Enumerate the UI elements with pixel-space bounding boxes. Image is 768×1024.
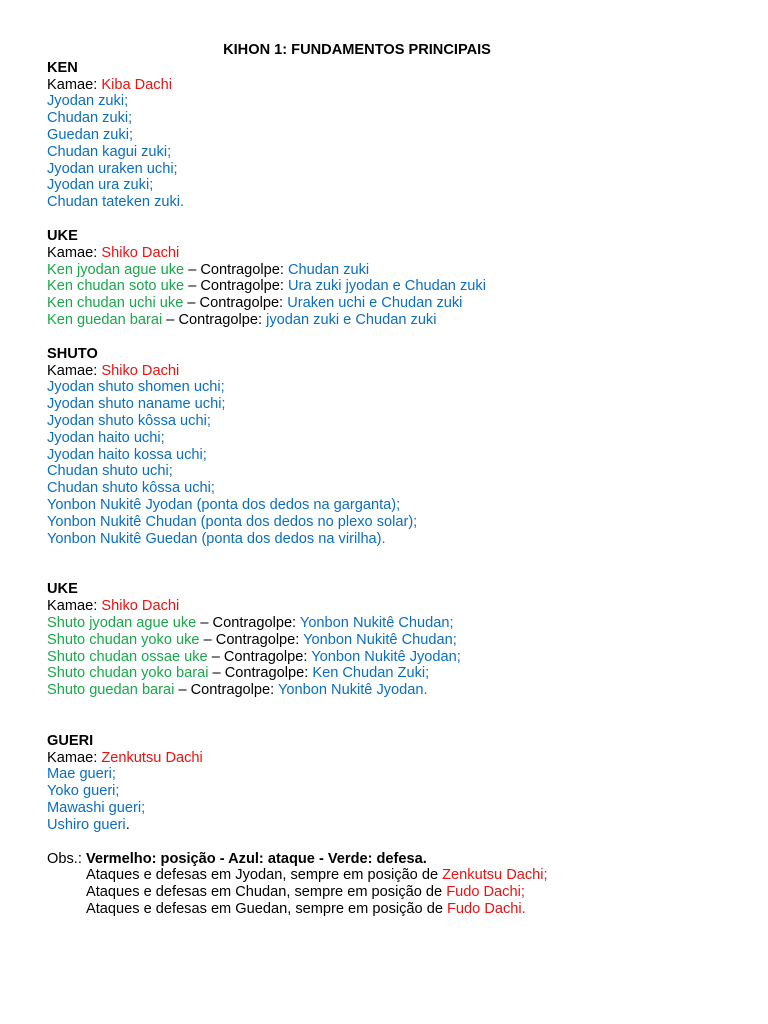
counter-attack: Ura zuki jyodan e Chudan zuki: [288, 278, 486, 295]
section-heading: GUERI: [47, 732, 94, 749]
defense-counter-line: [47, 262, 737, 279]
section-ken: [47, 60, 737, 211]
kamae-line: [47, 77, 737, 94]
technique-item: Yonbon Nukitê Chudan (ponta dos dedos no plexo solar);: [47, 513, 418, 530]
kamae-line: [47, 245, 737, 262]
counter-attack: Yonbon Nukitê Chudan;: [303, 631, 457, 648]
defense-technique: Shuto chudan ossae uke: [47, 648, 208, 665]
section-heading: UKE: [47, 227, 78, 244]
contragolpe-label: – Contragolpe:: [203, 631, 300, 648]
legend-line: [47, 851, 737, 868]
technique-item: Jyodan shuto naname uchi;: [47, 396, 226, 413]
kamae-line: [47, 363, 737, 380]
contragolpe-label: – Contragolpe:: [187, 295, 284, 312]
defense-technique: Shuto chudan yoko barai: [47, 665, 209, 682]
kamae-stance: Shiko Dachi: [101, 244, 180, 261]
section-heading: KEN: [47, 59, 78, 76]
kamae-stance: Shiko Dachi: [101, 598, 180, 615]
technique-item: Yonbon Nukitê Guedan (ponta dos dedos na virilha).: [47, 530, 386, 547]
defense-counter-line: [47, 312, 737, 329]
technique-item: Jyodan uraken uchi;: [47, 160, 178, 177]
kamae-line: [47, 750, 737, 767]
technique-item: Yoko gueri;: [47, 783, 120, 800]
counter-attack: Yonbon Nukitê Jyodan;: [311, 648, 461, 665]
technique-item: Jyodan shuto shomen uchi;: [47, 379, 225, 396]
section-gueri: [47, 733, 737, 834]
defense-counter-line: [47, 665, 737, 682]
technique-item: Ushiro gueri: [47, 816, 126, 833]
kamae-line: [47, 598, 737, 615]
kamae-label: Kamae:: [47, 598, 98, 615]
kamae-label: Kamae:: [47, 244, 98, 261]
counter-attack: Yonbon Nukitê Chudan;: [299, 614, 454, 631]
technique-item: Jyodan zuki;: [47, 93, 129, 110]
obs-note-stance: Fudo Dachi.: [447, 901, 526, 918]
defense-technique: Shuto chudan yoko uke: [47, 631, 200, 648]
kamae-label: Kamae:: [47, 749, 98, 766]
technique-item: Jyodan ura zuki;: [47, 177, 154, 194]
technique-item: Guedan zuki;: [47, 126, 133, 143]
technique-item: Jyodan haito uchi;: [47, 429, 165, 446]
kamae-label: Kamae:: [47, 76, 98, 93]
obs-note-text: Ataques e defesas em Guedan, sempre em posição de: [86, 901, 448, 918]
contragolpe-label: – Contragolpe:: [188, 278, 284, 295]
counter-attack: Yonbon Nukitê Jyodan.: [278, 682, 428, 699]
contragolpe-label: – Contragolpe:: [188, 261, 284, 278]
obs-note-stance: Fudo Dachi;: [446, 884, 525, 901]
defense-counter-line: [47, 649, 737, 666]
technique-item: Chudan shuto kôssa uchi;: [47, 480, 215, 497]
technique-item: Yonbon Nukitê Jyodan (ponta dos dedos na garganta);: [47, 496, 401, 513]
defense-technique: Shuto jyodan ague uke: [47, 614, 197, 631]
counter-attack: Uraken uchi e Chudan zuki: [287, 295, 463, 312]
obs-note: [47, 884, 737, 901]
defense-technique: Ken guedan barai: [47, 311, 163, 328]
obs-note-text: Ataques e defesas em Chudan, sempre em posição de: [86, 884, 447, 901]
defense-technique: Ken chudan uchi uke: [47, 295, 184, 312]
defense-counter-line: [47, 615, 737, 632]
technique-item-last: [47, 817, 737, 834]
kamae-stance: Shiko Dachi: [101, 362, 180, 379]
contragolpe-label: – Contragolpe:: [212, 665, 309, 682]
defense-technique: Ken jyodan ague uke: [47, 261, 185, 278]
counter-attack: Ken Chudan Zuki;: [312, 665, 430, 682]
technique-item: Jyodan shuto kôssa uchi;: [47, 412, 211, 429]
obs-note-stance: Zenkutsu Dachi;: [442, 867, 548, 884]
observations: [47, 851, 737, 918]
document-title: KIHON 1: FUNDAMENTOS PRINCIPAIS: [223, 42, 491, 58]
technique-item: Jyodan haito kossa uchi;: [47, 446, 207, 463]
contragolpe-label: – Contragolpe:: [211, 648, 308, 665]
technique-item: Mawashi gueri;: [47, 800, 146, 817]
kamae-label: Kamae:: [47, 362, 98, 379]
obs-note-text: Ataques e defesas em Jyodan, sempre em posição de: [86, 867, 443, 884]
technique-item: Chudan zuki;: [47, 110, 133, 127]
defense-counter-line: [47, 278, 737, 295]
defense-counter-line: [47, 295, 737, 312]
kamae-stance: Kiba Dachi: [101, 76, 172, 93]
section-uke-shuto: [47, 581, 737, 699]
sentence-period: .: [125, 816, 130, 833]
defense-counter-line: [47, 682, 737, 699]
technique-item: Mae gueri;: [47, 766, 116, 783]
contragolpe-label: – Contragolpe:: [200, 614, 297, 631]
section-heading: UKE: [47, 581, 78, 598]
kamae-stance: Zenkutsu Dachi: [101, 749, 203, 766]
defense-technique: Ken chudan soto uke: [47, 278, 185, 295]
counter-attack: jyodan zuki e Chudan zuki: [266, 311, 437, 328]
counter-attack: Chudan zuki: [288, 261, 370, 278]
technique-item: Chudan kagui zuki;: [47, 143, 172, 160]
obs-label: Obs.:: [47, 850, 82, 867]
document-page: [47, 42, 737, 918]
section-shuto: [47, 346, 737, 548]
section-heading: SHUTO: [47, 345, 98, 362]
defense-counter-line: [47, 632, 737, 649]
color-legend: Vermelho: posição - Azul: ataque - Verde: defesa.: [85, 850, 427, 867]
contragolpe-label: – Contragolpe:: [178, 682, 275, 699]
obs-note: [47, 901, 737, 918]
obs-note: [47, 867, 737, 884]
technique-item: Chudan tateken zuki.: [47, 194, 185, 211]
contragolpe-label: – Contragolpe:: [166, 311, 263, 328]
defense-technique: Shuto guedan barai: [47, 682, 175, 699]
section-uke-ken: [47, 228, 737, 329]
technique-item: Chudan shuto uchi;: [47, 463, 173, 480]
